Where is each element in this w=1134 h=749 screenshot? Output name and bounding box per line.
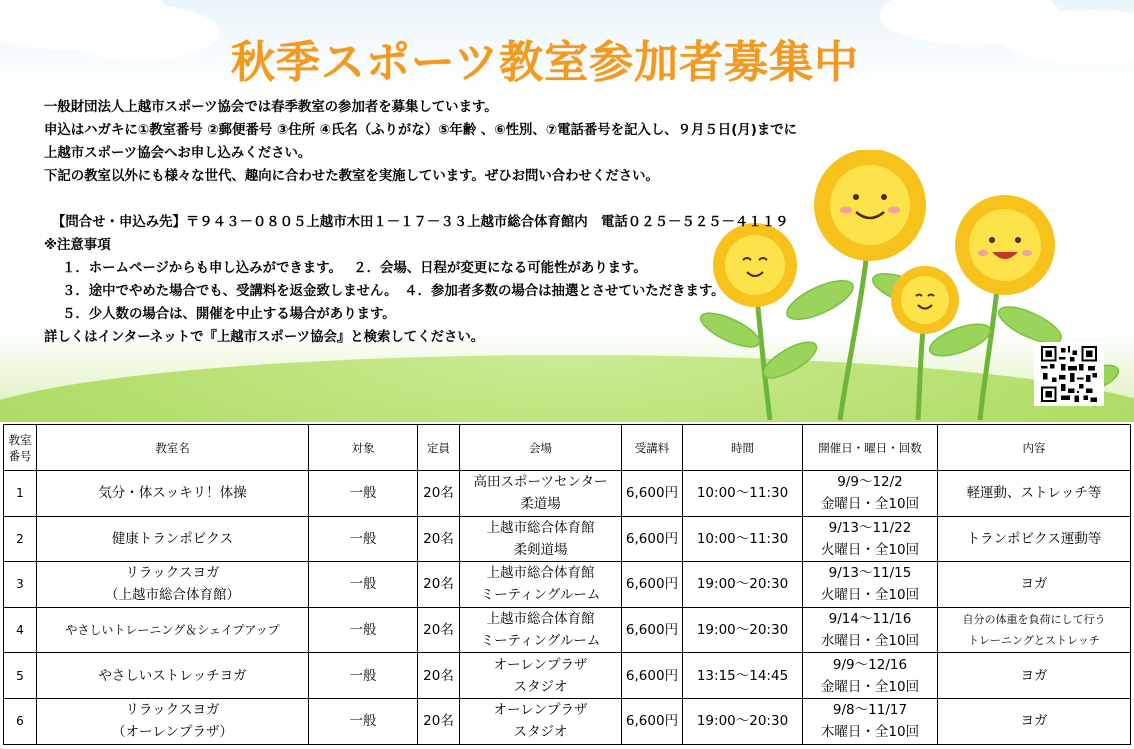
class-name-cell: 健康トランポビクス [37, 516, 309, 562]
closing-text: 詳しくはインターネットで『上越市スポーツ協会』と検索してください。 [44, 330, 485, 345]
intro-line: 申込はハガキに①教室番号 ②郵便番号 ③住所 ④氏名（ふりがな）⑤年齢 、⑥性別、⑦電話番号を記入し、９月５日(月)までに [44, 123, 797, 138]
fee-cell: 6,600円 [622, 562, 683, 608]
table-row [4, 653, 1131, 699]
time-cell: 19:00～20:30 [683, 607, 803, 653]
page-title: 秋季スポーツ教室参加者募集中 [230, 37, 860, 88]
class-number-cell: 4 [4, 607, 37, 653]
venue-cell: 上越市総合体育館 ミーティングルーム [460, 562, 622, 608]
table-header-row [4, 425, 1131, 471]
note-item: ５．少人数の場合は、開催を中止する場合があります。 [62, 307, 396, 322]
fee-cell: 6,600円 [622, 516, 683, 562]
table-body [4, 471, 1131, 745]
table-row [4, 607, 1131, 653]
col-class-name-header: 教室名 [37, 425, 309, 471]
class-name-cell: やさしいトレーニング＆シェイプアップ [37, 607, 309, 653]
class-number-cell: 5 [4, 653, 37, 699]
venue-cell: 上越市総合体育館 柔剣道場 [460, 516, 622, 562]
intro-text [44, 96, 797, 349]
target-cell: 一般 [309, 516, 418, 562]
class-number-cell: 1 [4, 471, 37, 517]
col-schedule-header: 開催日・曜日・回数 [803, 425, 938, 471]
target-cell: 一般 [309, 607, 418, 653]
time-cell: 10:00～11:30 [683, 471, 803, 517]
class-number-cell: 2 [4, 516, 37, 562]
target-cell: 一般 [309, 653, 418, 699]
col-class-number-header: 教室 番号 [4, 425, 37, 471]
schedule-cell: 9/9～12/2 金曜日・全10回 [803, 471, 938, 517]
target-cell: 一般 [309, 562, 418, 608]
col-time-header: 時間 [683, 425, 803, 471]
capacity-cell: 20名 [418, 653, 460, 699]
capacity-cell: 20名 [418, 698, 460, 744]
qr-code-icon[interactable] [1034, 342, 1104, 406]
venue-cell: 上越市総合体育館 ミーティングルーム [460, 607, 622, 653]
class-name-cell: リラックスヨガ （オーレンプラザ） [37, 698, 309, 744]
capacity-cell: 20名 [418, 562, 460, 608]
col-target-header: 対象 [309, 425, 418, 471]
sunflower-right [955, 195, 1055, 295]
intro-line: 上越市スポーツ協会へお申し込みください。 [44, 146, 312, 161]
venue-cell: オーレンプラザ スタジオ [460, 653, 622, 699]
capacity-cell: 20名 [418, 471, 460, 517]
target-cell: 一般 [309, 471, 418, 517]
time-cell: 19:00～20:30 [683, 698, 803, 744]
content-cell: ヨガ [938, 562, 1131, 608]
schedule-cell: 9/13～11/22 火曜日・全10回 [803, 516, 938, 562]
table-row [4, 562, 1131, 608]
fee-cell: 6,600円 [622, 607, 683, 653]
fee-cell: 6,600円 [622, 698, 683, 744]
class-name-cell: リラックスヨガ （上越市総合体育館） [37, 562, 309, 608]
col-venue-header: 会場 [460, 425, 622, 471]
venue-cell: オーレンプラザ スタジオ [460, 698, 622, 744]
schedule-cell: 9/14～11/16 水曜日・全10回 [803, 607, 938, 653]
sunflower-large [814, 150, 926, 261]
content-cell: 自分の体重を負荷にして行う トレーニングとストレッチ [938, 607, 1131, 653]
class-name-cell: 気分・体スッキリ！体操 [37, 471, 309, 517]
content-cell: トランポビクス運動等 [938, 516, 1131, 562]
fee-cell: 6,600円 [622, 653, 683, 699]
sunflower-small [891, 266, 959, 334]
schedule-cell: 9/8～11/17 木曜日・全10回 [803, 698, 938, 744]
note-item: １．ホームページからも申し込みができます。 ２．会場、日程が変更になる可能性があります。 [62, 261, 647, 276]
capacity-cell: 20名 [418, 516, 460, 562]
contact-info: 【問合せ・申込み先】〒９４３－０８０５上越市木田１－１７－３３上越市総合体育館内 電話０２５－５２５－４１１９ [52, 215, 789, 230]
target-cell: 一般 [309, 698, 418, 744]
content-cell: 軽運動、ストレッチ等 [938, 471, 1131, 517]
class-number-cell: 3 [4, 562, 37, 608]
time-cell: 10:00～11:30 [683, 516, 803, 562]
table-row [4, 698, 1131, 744]
schedule-cell: 9/9～12/16 金曜日・全10回 [803, 653, 938, 699]
table-row [4, 516, 1131, 562]
note-item: ３．途中でやめた場合でも、受講料を返金致しません。 ４．参加者多数の場合は抽選とさせていただきます。 [62, 284, 725, 299]
class-schedule-table [3, 424, 1131, 745]
col-content-header: 内容 [938, 425, 1131, 471]
col-capacity-header: 定員 [418, 425, 460, 471]
content-cell: ヨガ [938, 653, 1131, 699]
class-number-cell: 6 [4, 698, 37, 744]
col-fee-header: 受講料 [622, 425, 683, 471]
intro-line: 下記の教室以外にも様々な世代、趣向に合わせた教室を実施しています。ぜひお問い合わせください。 [44, 169, 659, 184]
schedule-cell: 9/13～11/15 火曜日・全10回 [803, 562, 938, 608]
time-cell: 13:15～14:45 [683, 653, 803, 699]
class-name-cell: やさしいストレッチヨガ [37, 653, 309, 699]
table-row [4, 471, 1131, 517]
content-cell: ヨガ [938, 698, 1131, 744]
venue-cell: 高田スポーツセンター 柔道場 [460, 471, 622, 517]
fee-cell: 6,600円 [622, 471, 683, 517]
intro-line: 一般財団法人上越市スポーツ協会では春季教室の参加者を募集しています。 [44, 100, 498, 115]
time-cell: 19:00～20:30 [683, 562, 803, 608]
capacity-cell: 20名 [418, 607, 460, 653]
notes-heading: ※注意事項 [44, 238, 111, 253]
